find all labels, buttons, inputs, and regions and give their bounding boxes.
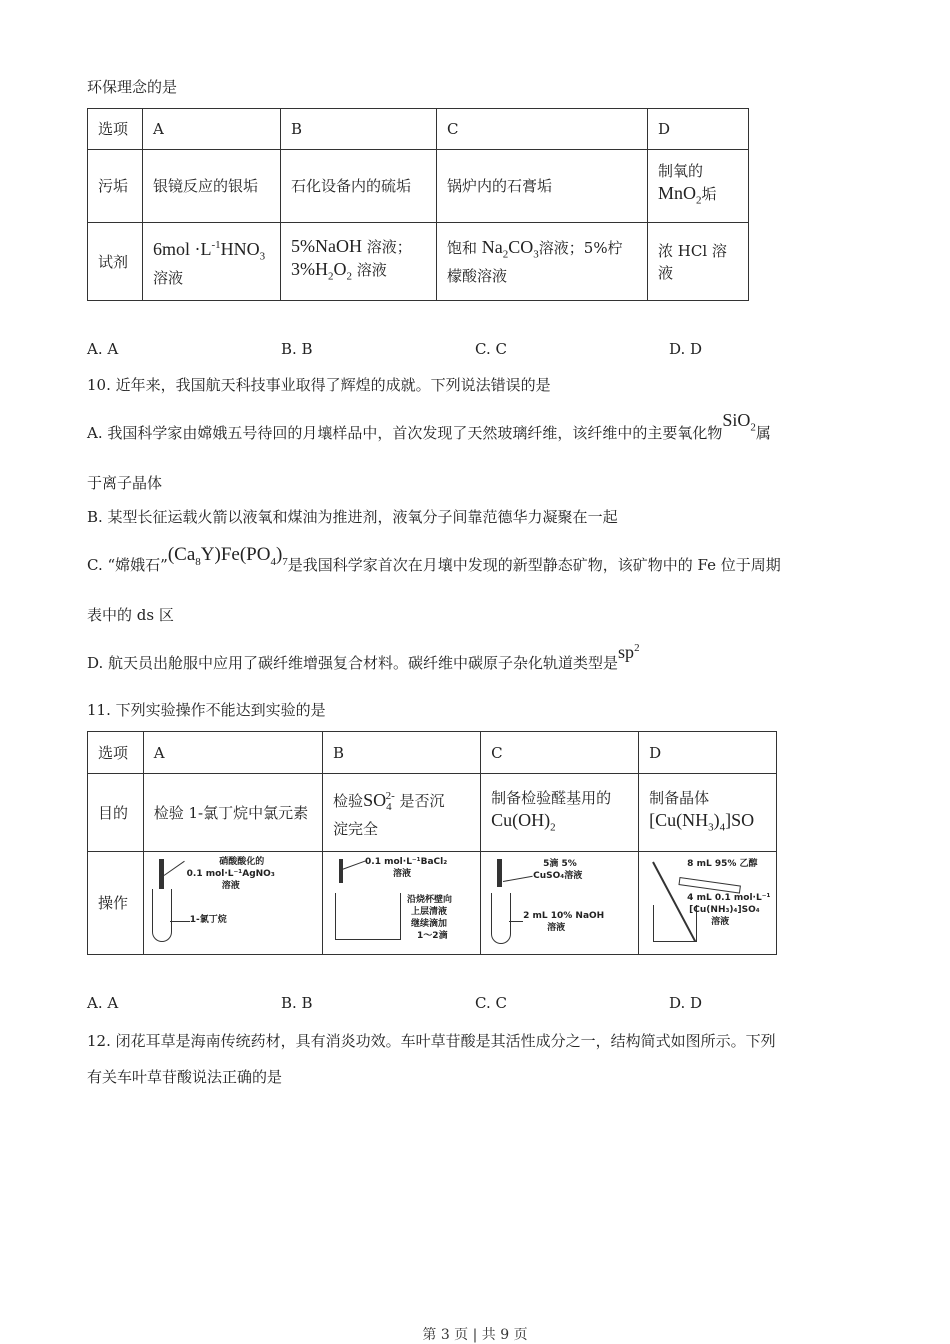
diagram-b	[323, 853, 480, 953]
dropper-icon	[339, 859, 343, 883]
choice-b[interactable]: B. B	[281, 340, 313, 358]
choice-d[interactable]: D. D	[669, 994, 703, 1012]
table-cell: $6mol \cdot L^{-1}HNO_3$ 溶液	[143, 223, 281, 301]
header-cell: 选项	[88, 732, 144, 774]
text: 制备检验醛基用的	[491, 788, 612, 807]
table-cell: 检验 1-氯丁烷中氯元素	[143, 774, 322, 852]
table-cell: 锅炉内的石膏垢	[437, 150, 648, 223]
option-c-prefix: C. “嫦娥石”	[87, 556, 168, 574]
table-cell: 饱和 $Na_2CO_3$溶液；5%柠 檬酸溶液	[437, 223, 648, 301]
header-cell: D	[639, 732, 777, 774]
changesite-formula: $(Ca_8Y)Fe(PO_4)_7$	[167, 544, 288, 568]
graduated-cylinder-icon	[679, 877, 742, 894]
subscript: 2	[750, 421, 756, 434]
label: 4 mL 0.1 mol·L⁻¹	[687, 893, 771, 903]
table-cell: 检验$SO_4^{2-}$ 是否沉 淀完全	[323, 774, 481, 852]
diagram-d	[639, 853, 774, 953]
question-10-stem: 10. 近年来，我国航天科技事业取得了辉煌的成就。下列说法错误的是	[87, 376, 551, 394]
table-cell: 石化设备内的硫垢	[281, 150, 437, 223]
choice-c[interactable]: C. C	[475, 340, 507, 358]
option-a-text-tail: 属	[755, 424, 771, 442]
table-row	[88, 223, 749, 301]
text: 检验	[333, 791, 364, 810]
diagram-c	[481, 853, 638, 953]
illustration-b	[323, 852, 481, 955]
question-10-option-b: B. 某型长征运载火箭以液氧和煤油为推进剂，液氧分子间靠范德华力凝聚在一起	[87, 508, 618, 526]
label: 1-氯丁烷	[189, 915, 227, 925]
question-10-option-d	[87, 642, 640, 673]
row-label: 操作	[88, 852, 144, 955]
label: 溶液	[393, 869, 412, 879]
question-10-option-c	[87, 544, 781, 578]
table-row-operation	[88, 852, 777, 955]
leader-line	[503, 876, 533, 882]
beaker-icon	[335, 893, 401, 940]
table-row	[88, 150, 749, 223]
choice-a[interactable]: A. A	[87, 994, 119, 1012]
row-label: 污垢	[88, 150, 143, 223]
table-cell: 制备晶体 $[Cu(NH_3)_4]SO$	[639, 774, 777, 852]
page-footer: 第 3 页 | 共 9 页	[422, 1327, 528, 1343]
header-cell: 选项	[88, 109, 143, 150]
question-11-stem: 11. 下列实验操作不能达到实验的是	[87, 701, 326, 719]
label: 2 mL 10% NaOH	[523, 911, 605, 921]
header-cell: D	[648, 109, 749, 150]
leader-line	[509, 921, 523, 922]
header-cell: A	[143, 732, 322, 774]
test-tube-icon	[152, 889, 172, 942]
table-q9	[87, 108, 749, 301]
illustration-d	[639, 852, 777, 955]
table-cell: 浓 HCl 溶 液	[648, 223, 749, 301]
choice-c[interactable]: C. C	[475, 994, 507, 1012]
label: 溶液	[221, 881, 240, 891]
question-12-line2: 有关车叶草苷酸说法正确的是	[87, 1068, 283, 1086]
label: 0.1 mol·L⁻¹AgNO₃	[186, 869, 275, 879]
table-cell: 5%NaOH 溶液； $3\%H_2O_2$ 溶液	[281, 223, 437, 301]
text: 制备晶体	[649, 788, 710, 807]
table-cell: 制备检验醛基用的 $Cu(OH)_2$	[481, 774, 639, 852]
label: [Cu(NH₃)₄]SO₄	[689, 905, 760, 915]
option-a-text: A. 我国科学家由嫦娥五号待回的月壤样品中，首次发现了天然玻璃纤维，该纤维中的主要氧化物	[87, 424, 723, 442]
test-tube-icon	[491, 893, 511, 944]
table-header-row	[88, 109, 749, 150]
label: 硝酸酸化的	[219, 857, 265, 867]
label: 0.1 mol·L⁻¹BaCl₂	[365, 857, 448, 867]
question-10-option-c-cont: 表中的 ds 区	[87, 606, 174, 624]
label: 溶液	[711, 917, 730, 927]
question-10-option-a-cont: 于离子晶体	[87, 474, 163, 492]
option-c-text: 是我国科学家首次在月壤中发现的新型静态矿物，该矿物中的 Fe 位于周期	[287, 556, 781, 574]
choice-a[interactable]: A. A	[87, 340, 119, 358]
header-cell: C	[437, 109, 648, 150]
label: CuSO₄溶液	[533, 871, 583, 881]
table-cell: 银镜反应的银垢	[143, 150, 281, 223]
table-q11	[87, 731, 777, 955]
label: 溶液	[547, 923, 566, 933]
label: 沿烧杯壁向	[407, 895, 453, 905]
header-cell: B	[323, 732, 481, 774]
sio2-formula: SiO	[722, 410, 751, 430]
header-cell: A	[143, 109, 281, 150]
question-9-tail: 环保理念的是	[87, 78, 178, 96]
superscript: 2	[634, 642, 640, 654]
dropper-icon	[497, 859, 502, 887]
table-header-row	[88, 732, 777, 774]
label: 上层清液	[411, 907, 448, 917]
row-label: 试剂	[88, 223, 143, 301]
option-d-text: D. 航天员出舱服中应用了碳纤维增强复合材料。碳纤维中碳原子杂化轨道类型是	[87, 654, 619, 672]
sp2-formula: sp	[618, 642, 635, 662]
label: 继续滴加	[411, 919, 448, 929]
label: 8 mL 95% 乙醇	[687, 859, 758, 869]
row-label: 目的	[88, 774, 144, 852]
illustration-a	[143, 852, 322, 955]
question-10-option-a	[87, 410, 771, 446]
header-cell: B	[281, 109, 437, 150]
choice-d[interactable]: D. D	[669, 340, 703, 358]
choice-b[interactable]: B. B	[281, 994, 313, 1012]
question-12-line1: 12. 闭花耳草是海南传统药材，具有消炎功效。车叶草苷酸是其活性成分之一，结构简式如图所示。下列	[87, 1032, 776, 1050]
table-row-purpose	[88, 774, 777, 852]
leader-line	[342, 860, 366, 869]
leader-line	[170, 921, 190, 922]
header-cell: C	[481, 732, 639, 774]
illustration-c	[481, 852, 639, 955]
label: 5滴 5%	[543, 859, 577, 869]
label: 1～2滴	[417, 931, 448, 941]
table-cell: 制氧的 MnO$_2$垢	[648, 150, 749, 223]
diagram-a	[144, 853, 322, 953]
